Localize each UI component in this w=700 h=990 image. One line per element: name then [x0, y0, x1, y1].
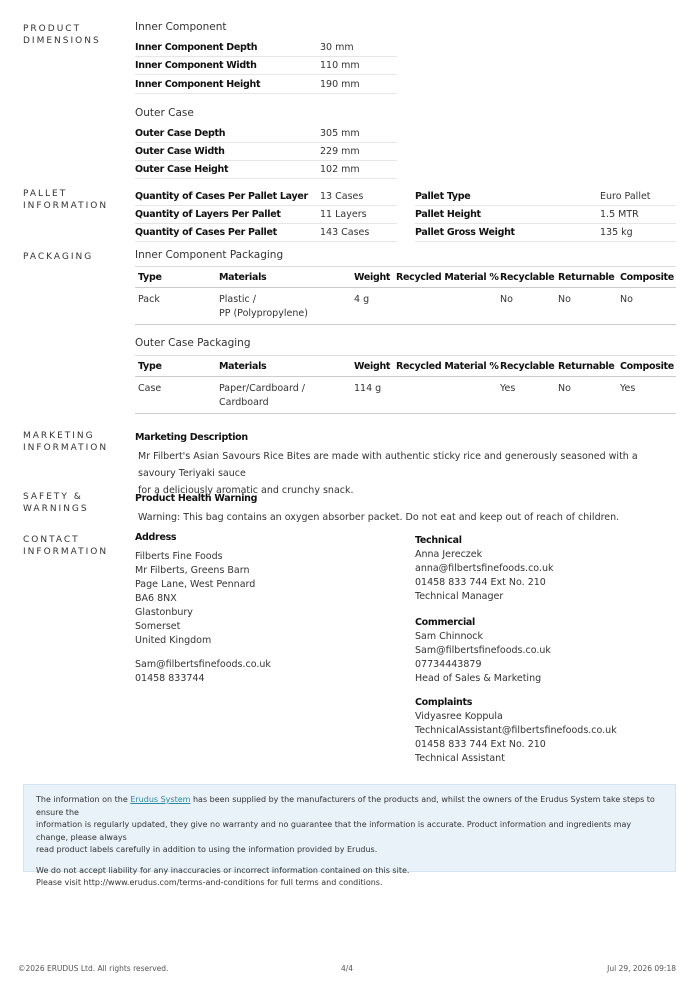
contact-phone: 07734443879 [415, 659, 482, 670]
header-recycled: Recycled Material % [396, 272, 499, 283]
section-label-line: CONTACT [23, 535, 80, 545]
pallet-row [135, 224, 397, 242]
header-type: Type [138, 272, 162, 283]
dimension-value: 305 mm [320, 128, 360, 139]
cell-materials-line: PP (Polypropylene) [219, 308, 308, 319]
address-line: Glastonbury [135, 607, 193, 618]
outer-case-heading: Outer Case [135, 107, 194, 119]
pallet-value: Euro Pallet [600, 191, 651, 202]
header-type: Type [138, 361, 162, 372]
inner-packaging-heading: Inner Component Packaging [135, 249, 284, 261]
address-line: Mr Filberts, Greens Barn [135, 565, 250, 576]
pallet-row [415, 206, 676, 224]
address-title: Address [135, 532, 177, 543]
section-label-contact-information [23, 534, 108, 558]
contact-name: Sam Chinnock [415, 631, 483, 642]
cell-recyclable: No [500, 294, 513, 305]
pallet-label: Quantity of Layers Per Pallet [135, 209, 281, 220]
header-returnable: Returnable [558, 361, 615, 372]
pallet-label: Pallet Gross Weight [415, 227, 515, 238]
commercial-title: Commercial [415, 617, 475, 628]
outer-packaging-heading: Outer Case Packaging [135, 337, 251, 349]
contact-complaints [415, 696, 617, 766]
section-label-line: INFORMATION [23, 547, 109, 557]
disclaimer-line: information is regularly updated, they give no warranty and no guarantee that the information is accurate. Product information and ingredients may change, please always [36, 820, 632, 842]
dimension-value: 229 mm [320, 146, 360, 157]
pallet-label: Quantity of Cases Per Pallet [135, 227, 277, 238]
marketing-line: Mr Filbert's Asian Savours Rice Bites are made with authentic sticky rice and generously seasoned with a savoury Teriyaki sauce [138, 451, 638, 479]
header-recyclable: Recyclable [500, 272, 555, 283]
header-composite: Composite [620, 272, 674, 283]
pallet-row [135, 188, 397, 206]
cell-composite: No [620, 294, 633, 305]
address-line: Page Lane, West Pennard [135, 579, 256, 590]
disclaimer-text: has been supplied by the manufacturers of the products and, whilst the owners of the Erudus System take steps to ensure the [36, 795, 655, 817]
inner-component-heading: Inner Component [135, 21, 227, 33]
erudus-system-link[interactable]: Erudus System [130, 795, 191, 804]
complaints-title: Complaints [415, 697, 473, 708]
dimension-row [135, 161, 397, 179]
contact-role: Technical Assistant [415, 753, 505, 764]
cell-materials [219, 293, 308, 321]
address-line: BA6 8NX [135, 593, 177, 604]
marketing-line: for a deliciously aromatic and crunchy snack. [138, 485, 354, 496]
table-row [135, 377, 676, 414]
dimension-label: Inner Component Depth [135, 42, 258, 53]
marketing-description-text [138, 448, 678, 499]
technical-title: Technical [415, 535, 462, 546]
contact-technical [415, 534, 554, 604]
header-recyclable: Recyclable [500, 361, 555, 372]
dimension-value: 110 mm [320, 60, 360, 71]
disclaimer-line: Please visit http://www.erudus.com/terms-and-conditions for full terms and conditions. [36, 878, 383, 887]
address-email[interactable]: Sam@filbertsfinefoods.co.uk [135, 659, 271, 670]
contact-phone: 01458 833 744 Ext No. 210 [415, 739, 546, 750]
header-composite: Composite [620, 361, 674, 372]
pallet-value: 11 Layers [320, 209, 367, 220]
contact-email[interactable]: anna@filbertsfinefoods.co.uk [415, 563, 554, 574]
footer-page-number: 4/4 [341, 964, 354, 973]
header-returnable: Returnable [558, 272, 615, 283]
cell-recyclable: Yes [500, 383, 516, 394]
disclaimer-box [23, 784, 676, 887]
contact-role: Head of Sales & Marketing [415, 673, 542, 684]
pallet-value: 135 kg [600, 227, 633, 238]
product-health-warning-text: Warning: This bag contains an oxygen absorber packet. Do not eat and keep out of reach of children. [138, 512, 620, 523]
cell-materials-line: Paper/Cardboard / [219, 383, 305, 394]
table-header [135, 355, 676, 377]
dimension-row [135, 57, 397, 75]
disclaimer-line: We do not accept liability for any inaccuracies or incorrect information contained on this site. [36, 865, 410, 875]
section-label-line: INFORMATION [23, 201, 109, 211]
header-weight: Weight [354, 361, 391, 372]
header-recycled: Recycled Material % [396, 361, 499, 372]
footer-timestamp: Jul 29, 2026 09:18 [607, 964, 676, 973]
dimension-value: 102 mm [320, 164, 360, 175]
section-label-line: MARKETING [23, 431, 95, 441]
disclaimer-line: read product labels carefully in addition to using the information provided by Erudus. [36, 845, 378, 854]
pallet-row [135, 206, 397, 224]
table-header [135, 266, 676, 288]
dimension-label: Outer Case Height [135, 164, 229, 175]
pallet-value: 143 Cases [320, 227, 370, 238]
contact-email[interactable]: TechnicalAssistant@filbertsfinefoods.co.uk [415, 725, 617, 736]
dimension-label: Inner Component Width [135, 60, 257, 71]
dimension-label: Outer Case Depth [135, 128, 226, 139]
pallet-value: 1.5 MTR [600, 209, 639, 220]
dimension-value: 190 mm [320, 79, 360, 90]
header-materials: Materials [219, 272, 267, 283]
dimension-row [135, 125, 397, 143]
contact-commercial [415, 616, 551, 686]
cell-materials-line: Plastic / [219, 294, 256, 305]
dimension-row [135, 76, 397, 94]
section-label-line: INFORMATION [23, 443, 109, 453]
disclaimer-text: The information on the [36, 795, 131, 804]
section-label-line: PRODUCT [23, 24, 82, 34]
section-label-line: PACKAGING [23, 252, 94, 262]
dimension-row [135, 39, 397, 57]
dimension-value: 30 mm [320, 42, 354, 53]
header-materials: Materials [219, 361, 267, 372]
dimension-label: Outer Case Width [135, 146, 225, 157]
cell-returnable: No [558, 383, 571, 394]
section-label-marketing-information [23, 430, 108, 454]
address-phone: 01458 833744 [135, 673, 205, 684]
section-label-product-dimensions [23, 23, 101, 47]
cell-type: Case [138, 383, 162, 394]
cell-type: Pack [138, 294, 160, 305]
table-row [135, 288, 676, 325]
contact-email[interactable]: Sam@filbertsfinefoods.co.uk [415, 645, 551, 656]
section-label-line: SAFETY & [23, 492, 83, 502]
disclaimer-line [36, 794, 663, 819]
pallet-label: Pallet Type [415, 191, 471, 202]
pallet-row [415, 224, 676, 242]
section-label-line: PALLET [23, 189, 68, 199]
pallet-label: Pallet Height [415, 209, 481, 220]
address-line: Filberts Fine Foods [135, 551, 223, 562]
product-health-warning-title: Product Health Warning [135, 493, 258, 504]
section-label-safety-warnings [23, 491, 89, 515]
footer-copyright: ©2026 ERUDUS Ltd. All rights reserved. [18, 964, 169, 973]
contact-address [135, 531, 271, 686]
dimension-row [135, 143, 397, 161]
cell-weight: 4 g [354, 294, 370, 305]
cell-weight: 114 g [354, 383, 382, 394]
address-line: United Kingdom [135, 635, 212, 646]
pallet-value: 13 Cases [320, 191, 364, 202]
pallet-row [415, 188, 676, 206]
section-label-packaging [23, 251, 93, 263]
pallet-label: Quantity of Cases Per Pallet Layer [135, 191, 308, 202]
header-weight: Weight [354, 272, 391, 283]
section-label-pallet-information [23, 188, 108, 212]
section-label-line: WARNINGS [23, 504, 89, 514]
cell-materials-line: Cardboard [219, 397, 269, 408]
cell-materials [219, 382, 305, 410]
address-line: Somerset [135, 621, 181, 632]
contact-phone: 01458 833 744 Ext No. 210 [415, 577, 546, 588]
contact-name: Vidyasree Koppula [415, 711, 503, 722]
section-label-line: DIMENSIONS [23, 36, 101, 46]
cell-composite: Yes [620, 383, 636, 394]
marketing-description-title: Marketing Description [135, 432, 248, 443]
cell-returnable: No [558, 294, 571, 305]
dimension-label: Inner Component Height [135, 79, 261, 90]
contact-name: Anna Jereczek [415, 549, 483, 560]
contact-role: Technical Manager [415, 591, 504, 602]
